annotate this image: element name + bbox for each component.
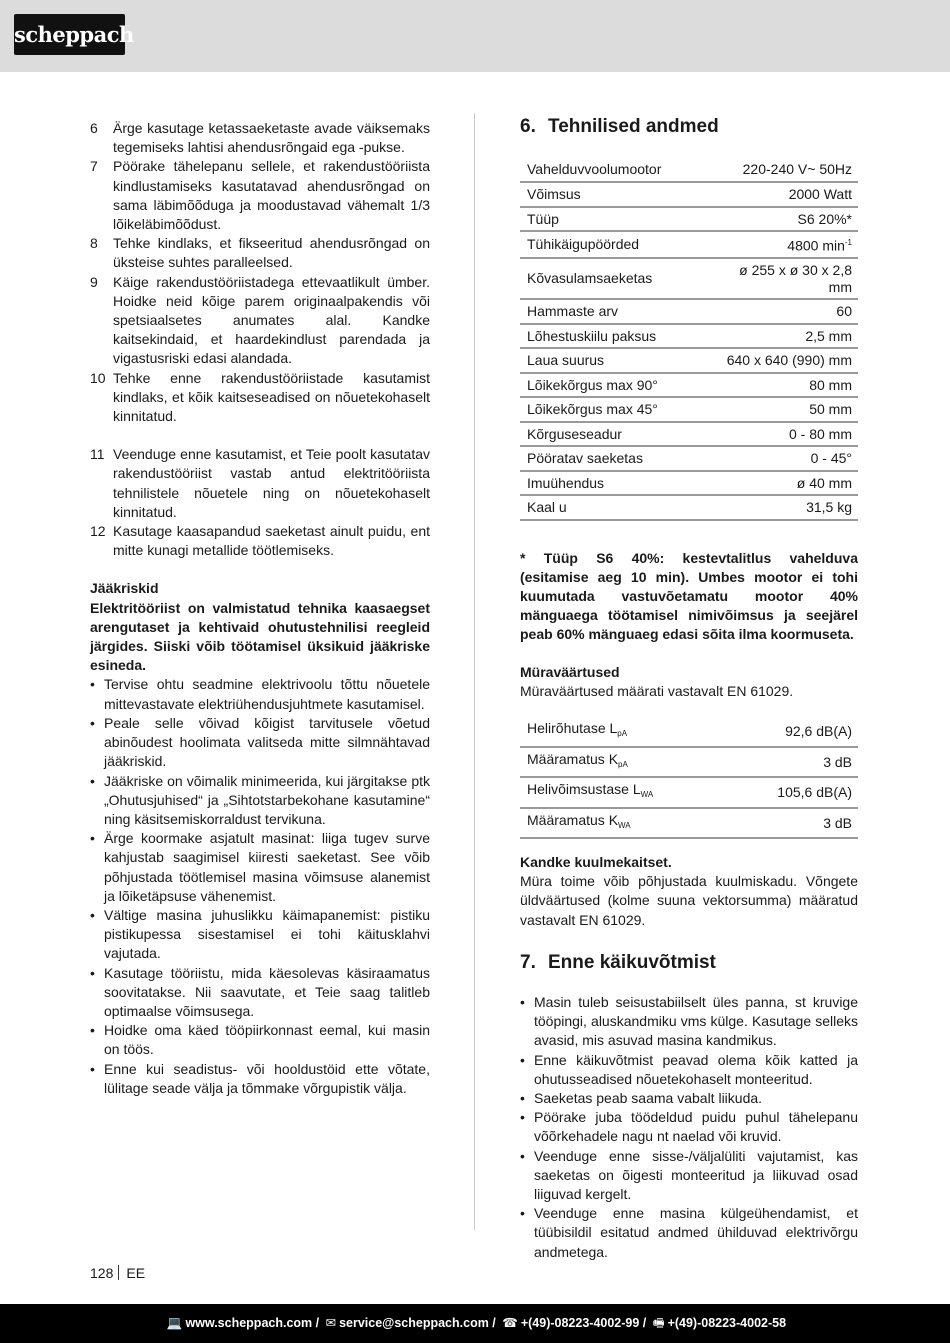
value-text: 31,5 kg	[806, 499, 852, 516]
item-number: 6	[90, 120, 98, 136]
section-7-heading	[520, 950, 858, 976]
spec-value	[708, 207, 858, 232]
spec-label: Kõrguseseadur	[520, 422, 708, 447]
spec-label: Tühikäigupöörded	[520, 231, 708, 258]
label-text: Helivõimsustase L	[527, 781, 641, 798]
column-divider	[474, 113, 475, 1230]
item-number: 10	[90, 369, 106, 386]
page-header	[0, 0, 950, 72]
spec-label: Kaal u	[520, 495, 708, 520]
bullet-icon: •	[90, 1060, 95, 1077]
spec-value	[708, 471, 858, 496]
item-text: Ärge koormake asjatult masinat: liiga tugev surve kahjustab saagimisel kiiresti saeketast. See võib põhjustada töötlemisel masina võimsuse alanemist ja lõiketäpsuse vähenemist.	[104, 830, 430, 904]
subscript: WA	[618, 820, 631, 830]
spec-value	[708, 373, 858, 398]
value-text: ø 40 mm	[796, 474, 852, 491]
item-text: Pöörake juba töödeldud puidu puhul tähelepanu võõrkehadele nagu nt naelad või kruvid.	[534, 1109, 858, 1145]
table-row	[520, 495, 858, 520]
value-text: 4800 min	[787, 237, 845, 254]
spec-value	[708, 158, 858, 182]
spec-label: Laua suurus	[520, 348, 708, 373]
fax-icon: 🖷	[652, 1316, 665, 1330]
list-item	[90, 157, 430, 234]
separator: /	[488, 1316, 500, 1330]
value-text: 640 x 640 (990) mm	[726, 352, 852, 369]
list-item	[90, 445, 430, 522]
list-item	[520, 1089, 858, 1108]
list-item	[90, 119, 430, 157]
spacer	[90, 426, 430, 445]
item-text: Saeketas peab saama vabalt liikuda.	[534, 1089, 763, 1106]
item-text: Pöörake tähelepanu sellele, et rakendustööriista kindlustamiseks kasutatavad ahendusrõngad on sama läbimõõduga ja moodustavad vähemalt 1/3 lõikeläbimõõdust.	[113, 158, 430, 233]
bullet-icon: •	[90, 676, 95, 693]
footer-bar	[0, 1304, 950, 1343]
separator: /	[639, 1316, 650, 1330]
list-item	[90, 1021, 430, 1059]
value-text: 2000 Watt	[788, 186, 852, 202]
list-item	[90, 906, 430, 964]
right-column	[520, 114, 858, 1262]
noise-table	[520, 717, 858, 839]
list-item	[90, 234, 430, 272]
table-row	[520, 324, 858, 349]
noise-label	[520, 777, 728, 808]
table-row	[520, 747, 858, 778]
computer-icon: 💻	[166, 1316, 183, 1330]
item-text: Tehke enne rakendustööriistade kasutamist kindlaks, et kõik kaitseseadised on nõuetekohaselt kinnitatud.	[113, 369, 430, 425]
spec-value	[708, 182, 858, 207]
bullet-icon: •	[520, 1205, 525, 1222]
table-row	[520, 808, 858, 839]
label-text: Helirõhutase L	[527, 720, 618, 737]
table-row	[520, 158, 858, 182]
noise-title: Müraväärtused	[520, 663, 620, 680]
list-item	[520, 1147, 858, 1205]
list-item	[90, 273, 430, 369]
bullet-icon: •	[90, 906, 95, 923]
specs-table	[520, 158, 858, 521]
value-text: 50 mm	[809, 401, 852, 418]
item-text: Veenduge enne masina külgeühendamist, et tüübisildil esitatud andmed ühilduvad elektrivõrgu andmetega.	[534, 1205, 858, 1260]
label-text: Määramatus K	[527, 750, 619, 767]
section-number: 7.	[520, 951, 536, 973]
item-text: Peale selle võivad kõigist tarvitusele võetud abinõudest hoolimata valitseda mitte silmnähtavad jääkriskid.	[104, 714, 430, 770]
fax-number: +(49)-08223-4002-58	[667, 1316, 787, 1330]
risk-list	[90, 675, 430, 1097]
language-code: EE	[126, 1265, 146, 1281]
item-number: 11	[90, 446, 105, 463]
table-row	[520, 231, 858, 258]
list-item	[520, 1051, 858, 1089]
list-item	[520, 993, 858, 1051]
spec-value	[708, 422, 858, 447]
spec-label: Lõikekõrgus max 90°	[520, 373, 708, 398]
spec-value	[708, 348, 858, 373]
list-item	[90, 964, 430, 1022]
phone-number[interactable]: +(49)-08223-4002-99	[520, 1316, 640, 1330]
table-row	[520, 299, 858, 324]
list-item	[90, 772, 430, 830]
table-row	[520, 446, 858, 471]
table-row	[520, 207, 858, 232]
left-column	[90, 119, 430, 1098]
noise-label	[520, 808, 728, 839]
noise-label	[520, 717, 728, 747]
item-text: Kasutage kaasapandud saeketast ainult puidu, ent mitte kunagi metallide töötlemiseks.	[113, 523, 430, 559]
risk-intro: Elektritööriist on valmistatud tehnika kaasaegset arengutaset ja kehtivaid ohutustehnilisi reegleid järgides. Siiski võib töötamisel üksikuid jääkriske esineda.	[90, 599, 430, 674]
item-text: Veenduge enne sisse-/väljalüliti vajutamist, kas saeketas on õigesti monteeritud ja liikuvad osad liiguvad kergelt.	[534, 1147, 858, 1202]
list-item	[520, 1204, 858, 1262]
value-text: 0 - 45°	[810, 450, 852, 467]
table-row	[520, 717, 858, 747]
spec-value	[708, 324, 858, 349]
spec-value	[708, 495, 858, 520]
superscript: -1	[844, 238, 852, 247]
list-item	[90, 522, 430, 560]
value-text: 220-240 V~ 50Hz	[742, 161, 852, 178]
item-text: Enne kui seadistus- või hooldustöid ette võtate, lülitage seade välja ja tõmmake võrgupistik välja.	[104, 1060, 430, 1096]
footnote: * Tüüp S6 40%: kestevtalitlus vahelduva (esitamise aeg 10 min). Umbes mootor ei tohi kuumutada vastuvõetamatu mootor 40% mänguaega töötamisel nimivõimsus ja seejärel peab 60% mänguaeg edasi sõita ilma koormuseta.	[520, 549, 858, 643]
noise-value: 92,6 dB(A)	[728, 717, 858, 747]
bullet-icon: •	[520, 1109, 525, 1126]
table-row	[520, 182, 858, 207]
value-text: 2,5 mm	[805, 327, 852, 344]
item-number: 9	[90, 273, 98, 290]
spec-label: Tüüp	[520, 207, 708, 232]
list-item	[90, 369, 430, 427]
label-text: Määramatus K	[527, 811, 619, 828]
table-row	[520, 348, 858, 373]
item-text: Veenduge enne kasutamist, et Teie poolt kasutatav rakendustööriist vastab antud elektritööriista tehnilistele nõuetele ning on nõuetekohaselt kinnitatud.	[113, 446, 430, 520]
table-row	[520, 471, 858, 496]
item-text: Vältige masina juhuslikku käimapanemist: pistiku pistikupessa sisestamisel ei tohi käitusklahvi vajutada.	[104, 906, 430, 962]
list-item	[90, 714, 430, 772]
section-number: 6.	[520, 116, 536, 137]
value-text: ø 255 x ø 30 x 2,8 mm	[739, 262, 852, 295]
value-text: 0 - 80 mm	[788, 425, 852, 442]
scheppach-logo: scheppach	[14, 14, 125, 55]
item-text: Käige rakendustööriistadega ettevaatlikult ümber. Hoidke neid kõige parem originaalpakendis või spetsiaalsetes anumates alal. Kandke kaitsekindaid, et haardekindlust parendada ja vigastusriski edasi alandada.	[113, 273, 430, 367]
bullet-icon: •	[520, 1089, 525, 1106]
item-text: Hoidke oma käed tööpiirkonnast eemal, kui masin on töös.	[104, 1022, 430, 1058]
spec-label: Hammaste arv	[520, 299, 708, 324]
item-number: 8	[90, 235, 98, 252]
subscript: WA	[640, 790, 654, 800]
table-row	[520, 397, 858, 422]
spec-label: Lõhestuskiilu paksus	[520, 324, 708, 349]
spec-label: Lõikekõrgus max 45°	[520, 397, 708, 422]
bullet-icon: •	[90, 714, 95, 731]
bullet-icon: •	[90, 772, 95, 789]
email-link[interactable]: service@scheppach.com	[339, 1316, 489, 1330]
commissioning-list	[520, 993, 858, 1262]
value-text: S6 20%*	[797, 210, 852, 227]
hearing-title: Kandke kuulmekaitset.	[520, 854, 672, 871]
item-text: Masin tuleb seisustabiilselt üles panna, st kruvige tööpingi, aluskandmiku vms külge. Kasutage selleks avasid, mis asuvad masina kandmikus.	[534, 993, 858, 1049]
noise-value: 105,6 dB(A)	[728, 777, 858, 808]
value-text: 60	[836, 303, 852, 320]
spec-value	[708, 231, 858, 258]
separator: /	[312, 1316, 323, 1330]
table-row	[520, 373, 858, 398]
spec-label: Vahelduvvoolumootor	[520, 158, 708, 182]
noise-label	[520, 747, 728, 778]
item-text: Kasutage tööriistu, mida käesolevas käsiraamatus soovitatakse. Nii saavutate, et Teie saag talitleb optimaalse võimsusega.	[104, 964, 430, 1019]
list-item	[520, 1108, 858, 1146]
bullet-icon: •	[520, 1051, 525, 1068]
section-title: Tehnilised andmed	[548, 116, 719, 137]
spec-value	[708, 397, 858, 422]
list-item	[90, 829, 430, 906]
numbered-safety-list	[90, 119, 430, 560]
spec-label: Imuühendus	[520, 471, 708, 496]
item-text: Jääkriske on võimalik minimeerida, kui järgitakse ptk „Ohutusjuhised“ ja „Sihtotstarbekohane kasutamine“ ning käsitsemiskorraldust tervikuna.	[104, 772, 430, 827]
spec-label: Kõvasulamsaeketas	[520, 258, 708, 299]
spec-value	[708, 258, 858, 299]
spec-label: Võimsus	[520, 182, 708, 207]
noise-value: 3 dB	[728, 747, 858, 778]
bullet-icon: •	[90, 1022, 95, 1039]
table-row	[520, 777, 858, 808]
item-text: Enne käikuvõtmist peavad olema kõik katted ja ohutusseadised nõuetekohaselt monteeritud.	[534, 1051, 858, 1087]
item-number: 12	[90, 523, 106, 540]
website-link[interactable]: www.scheppach.com	[185, 1316, 313, 1330]
bullet-icon: •	[520, 1147, 525, 1164]
item-number: 7	[90, 158, 98, 175]
page-number-value: 128	[90, 1265, 114, 1281]
noise-text: Müraväärtused määrati vastavalt EN 61029.	[520, 682, 794, 699]
list-item	[90, 675, 430, 713]
list-item	[90, 1060, 430, 1098]
item-text: Ärge kasutage ketassaeketaste avade väiksemaks tegemiseks lahtisi ahendusrõngaid ega -pukse.	[113, 120, 430, 156]
item-text: Tehke kindlaks, et fikseeritud ahendusrõngad on üksteise suhtes paralleelsed.	[113, 235, 430, 271]
spec-value	[708, 299, 858, 324]
spec-label: Pööratav saeketas	[520, 446, 708, 471]
bullet-icon: •	[90, 964, 95, 981]
hearing-text: Müra toime võib põhjustada kuulmiskadu. Võngete üldväärtused (kolme suuna vektorsumma) määratud vastavalt EN 61029.	[520, 873, 858, 928]
risk-title: Jääkriskid	[90, 580, 159, 597]
spec-value	[708, 446, 858, 471]
subscript: pA	[617, 729, 628, 739]
table-row	[520, 422, 858, 447]
bullet-icon: •	[90, 830, 95, 847]
noise-value: 3 dB	[728, 808, 858, 839]
bullet-icon: •	[520, 993, 525, 1010]
page-number	[90, 1265, 145, 1281]
section-title: Enne käikuvõtmist	[548, 951, 716, 973]
table-row	[520, 258, 858, 299]
mail-icon: ✉	[325, 1316, 337, 1330]
section-6-heading	[520, 114, 858, 140]
item-text: Tervise ohtu seadmine elektrivoolu tõttu nõuetele mittevastavate elektriühendusjuhtmete kasutamisel.	[104, 676, 430, 712]
value-text: 80 mm	[809, 376, 852, 393]
subscript: pA	[618, 759, 628, 769]
phone-icon: ☎	[502, 1316, 518, 1330]
